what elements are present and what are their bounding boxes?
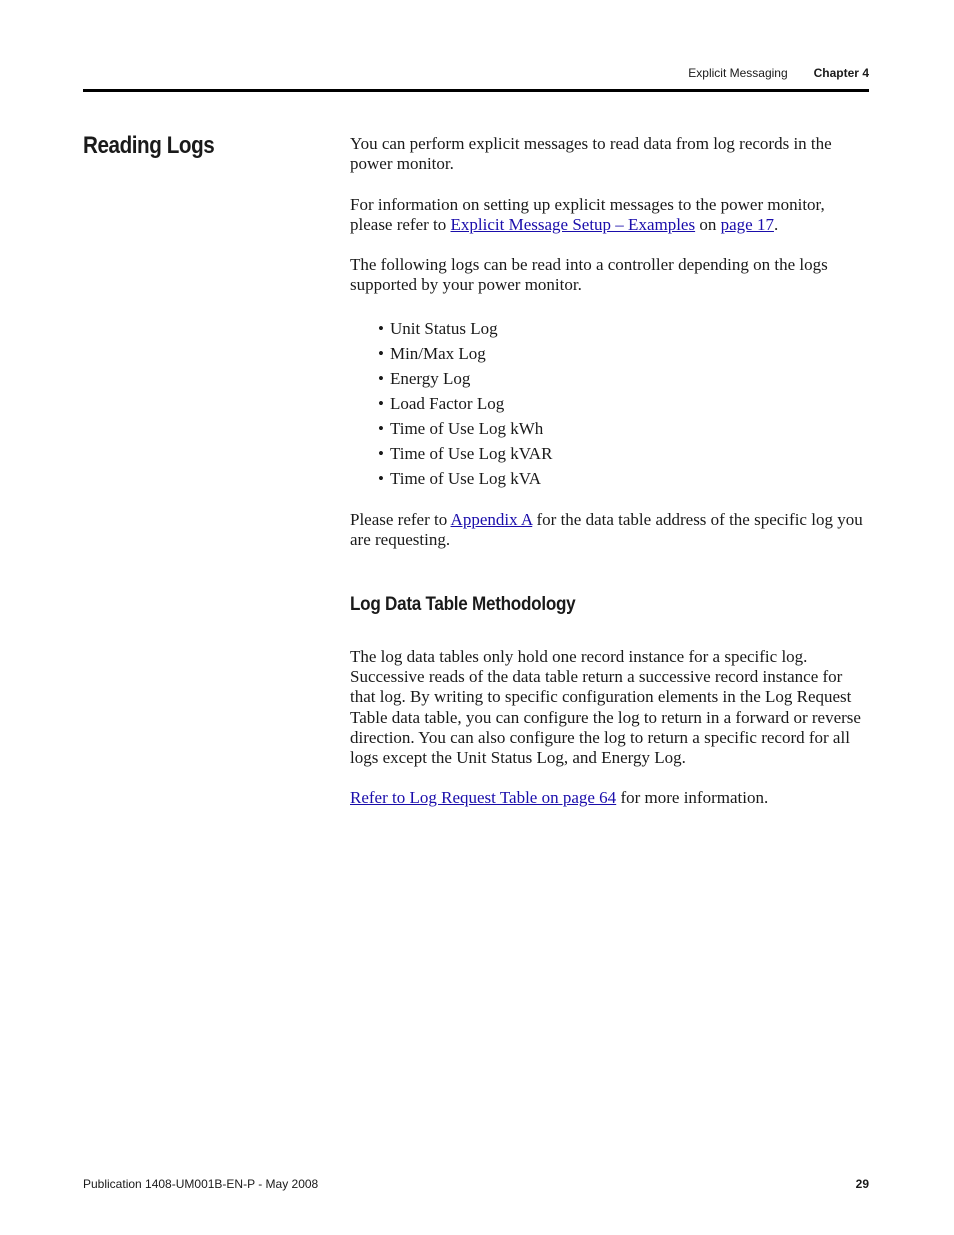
subsection-heading: Log Data Table Methodology bbox=[350, 594, 576, 616]
appendix-a-link[interactable]: Appendix A bbox=[450, 509, 533, 529]
appendix-paragraph bbox=[350, 510, 868, 551]
list-item: • Load Factor Log bbox=[378, 391, 868, 416]
header-rule bbox=[83, 89, 869, 92]
log-list bbox=[350, 316, 868, 491]
logs-intro-paragraph: The following logs can be read into a controller depending on the logs supported by your power monitor. bbox=[350, 255, 828, 295]
list-item: • Min/Max Log bbox=[378, 341, 868, 366]
list-item: • Unit Status Log bbox=[378, 316, 868, 341]
setup-text-after: . bbox=[773, 214, 779, 234]
page-17-link[interactable]: page 17 bbox=[720, 214, 774, 234]
header-section: Explicit Messaging bbox=[688, 66, 788, 80]
running-header bbox=[688, 66, 869, 80]
methodology-paragraph: The log data tables only hold one record instance for a specific log. Successive reads of the data table return a successive record instance for that log. By writing to specific configuration elements in the Log Request Table data table, you can configure the log to return in a forward or reverse direction. You can also configure the log to return a specific record for all logs except the Unit Status Log, and Energy Log. bbox=[350, 646, 861, 768]
footer-page-number: 29 bbox=[855, 1177, 869, 1191]
header-chapter: Chapter 4 bbox=[813, 66, 869, 80]
appendix-text-before: Please refer to bbox=[350, 509, 451, 529]
section-title: Reading Logs bbox=[83, 132, 215, 159]
explicit-message-setup-link[interactable]: Explicit Message Setup – Examples bbox=[450, 214, 696, 234]
setup-paragraph bbox=[350, 195, 868, 236]
intro-paragraph: You can perform explicit messages to read data from log records in the power monitor. bbox=[350, 134, 832, 174]
footer-publication: Publication 1408-UM001B-EN-P - May 2008 bbox=[83, 1177, 319, 1191]
refer-text-after: for more information. bbox=[616, 788, 769, 808]
log-request-table-link[interactable]: Refer to Log Request Table on page 64 bbox=[350, 788, 617, 808]
list-item: • Time of Use Log kVA bbox=[378, 466, 868, 491]
list-item: • Time of Use Log kVAR bbox=[378, 441, 868, 466]
setup-text-mid: on bbox=[695, 214, 721, 234]
setup-text-before: For information on setting up explicit messages to the power monitor, please refer to bbox=[350, 194, 825, 234]
refer-paragraph bbox=[350, 788, 868, 808]
appendix-text-after: for the data table address of the specific log you are requesting. bbox=[350, 509, 863, 550]
main-content bbox=[350, 134, 868, 829]
list-item: • Time of Use Log kWh bbox=[378, 416, 868, 441]
list-item: • Energy Log bbox=[378, 366, 868, 391]
